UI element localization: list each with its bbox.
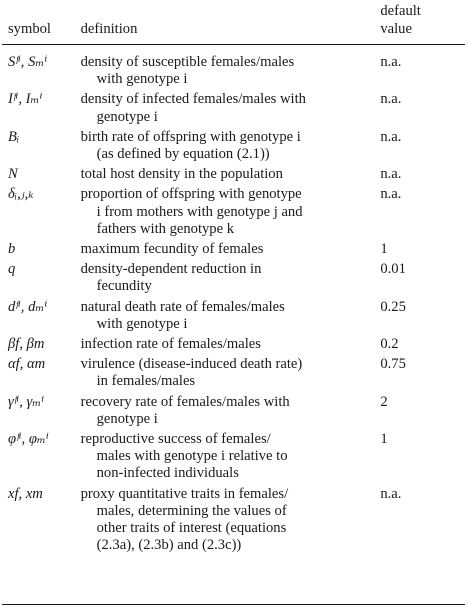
definition-line: proportion of offspring with genotype [80, 186, 302, 203]
definition-line: with genotype i [96, 315, 188, 332]
table-row [2, 45, 465, 92]
row-default-value: n.a. [380, 485, 402, 502]
row-definition [77, 241, 373, 261]
definition-line: fecundity [96, 278, 152, 295]
definition-line: maximum fecundity of females [80, 241, 264, 258]
row-definition [77, 356, 373, 393]
row-default-value: n.a. [380, 166, 402, 183]
row-default-value: n.a. [380, 91, 402, 108]
row-symbol: βf, βm [8, 336, 45, 353]
row-default-value: 0.25 [380, 298, 406, 315]
row-definition [77, 91, 373, 128]
header-default-line2: value [380, 21, 412, 37]
table-row [2, 241, 465, 261]
row-default-value: 0.2 [380, 336, 399, 353]
row-default-value: n.a. [380, 128, 402, 145]
row-symbol: N [8, 166, 18, 183]
definition-line: density of susceptible females/males [80, 54, 295, 70]
definition-line: density of infected females/males with [80, 91, 306, 108]
definition-line: reproductive success of females/ [80, 431, 271, 448]
header-default-value [372, 2, 465, 45]
table-header-row [2, 2, 465, 45]
table-row [2, 166, 465, 186]
header-definition: definition [77, 2, 373, 45]
row-symbol: Bᵢ [8, 128, 20, 145]
row-definition [77, 394, 373, 431]
definition-line: in females/males [96, 373, 196, 390]
definition-line: infection rate of females/males [80, 336, 261, 353]
definition-line: males with genotype i relative to [96, 448, 288, 465]
table-row [2, 129, 465, 166]
definition-line: (as defined by equation (2.1)) [96, 146, 270, 163]
row-definition [77, 45, 373, 92]
row-default-value: n.a. [380, 54, 402, 70]
table-row [2, 299, 465, 336]
row-default-value: 1 [380, 431, 388, 448]
row-default-value: 2 [380, 393, 388, 410]
definition-line: with genotype i [96, 71, 188, 88]
definition-line: genotype i [96, 108, 158, 125]
row-definition [77, 299, 373, 336]
row-symbol: Iᶠⁱ, Iₘⁱ [8, 91, 43, 108]
table-bottom-rule [2, 604, 465, 605]
table-row [2, 486, 465, 558]
table-row [2, 356, 465, 393]
definition-line: total host density in the population [80, 166, 283, 183]
parameter-table [2, 2, 465, 557]
table-row [2, 91, 465, 128]
table-row [2, 261, 465, 298]
row-symbol: γᶠⁱ, γₘⁱ [8, 393, 45, 410]
definition-line: natural death rate of females/males [80, 298, 285, 315]
table-row [2, 336, 465, 356]
row-default-value: 0.75 [380, 356, 406, 373]
row-symbol: φᶠⁱ, φₘⁱ [8, 431, 49, 448]
row-symbol: Sᶠⁱ, Sₘⁱ [8, 54, 48, 70]
definition-line: recovery rate of females/males with [80, 393, 290, 410]
definition-line: i from mothers with genotype j and [96, 203, 303, 220]
row-definition [77, 186, 373, 241]
table-row [2, 186, 465, 241]
header-symbol: symbol [2, 2, 77, 45]
header-default-line1: default [380, 3, 421, 19]
row-symbol: b [8, 241, 16, 258]
row-symbol: dᶠⁱ, dₘⁱ [8, 298, 48, 315]
row-definition [77, 486, 373, 558]
definition-line: genotype i [96, 410, 158, 427]
row-symbol: xf, xm [8, 485, 43, 502]
definition-line: non-infected individuals [96, 465, 239, 482]
row-default-value: n.a. [380, 186, 402, 203]
row-definition [77, 129, 373, 166]
row-definition [77, 336, 373, 356]
row-symbol: αf, αm [8, 356, 46, 373]
definition-line: (2.3a), (2.3b) and (2.3c)) [96, 537, 242, 554]
row-definition [77, 166, 373, 186]
definition-line: virulence (disease-induced death rate) [80, 356, 303, 373]
definition-line: proxy quantitative traits in females/ [80, 485, 289, 502]
row-symbol: q [8, 261, 16, 278]
definition-line: males, determining the values of [96, 502, 287, 519]
row-default-value: 1 [380, 241, 388, 258]
table-row [2, 431, 465, 486]
row-symbol: δᵢ,ⱼ,ₖ [8, 186, 34, 203]
row-definition [77, 431, 373, 486]
definition-line: other traits of interest (equations [96, 520, 287, 537]
row-definition [77, 261, 373, 298]
row-default-value: 0.01 [380, 261, 406, 278]
definition-line: birth rate of offspring with genotype i [80, 128, 301, 145]
definition-line: density-dependent reduction in [80, 261, 262, 278]
definition-line: fathers with genotype k [96, 220, 235, 237]
table-row [2, 394, 465, 431]
